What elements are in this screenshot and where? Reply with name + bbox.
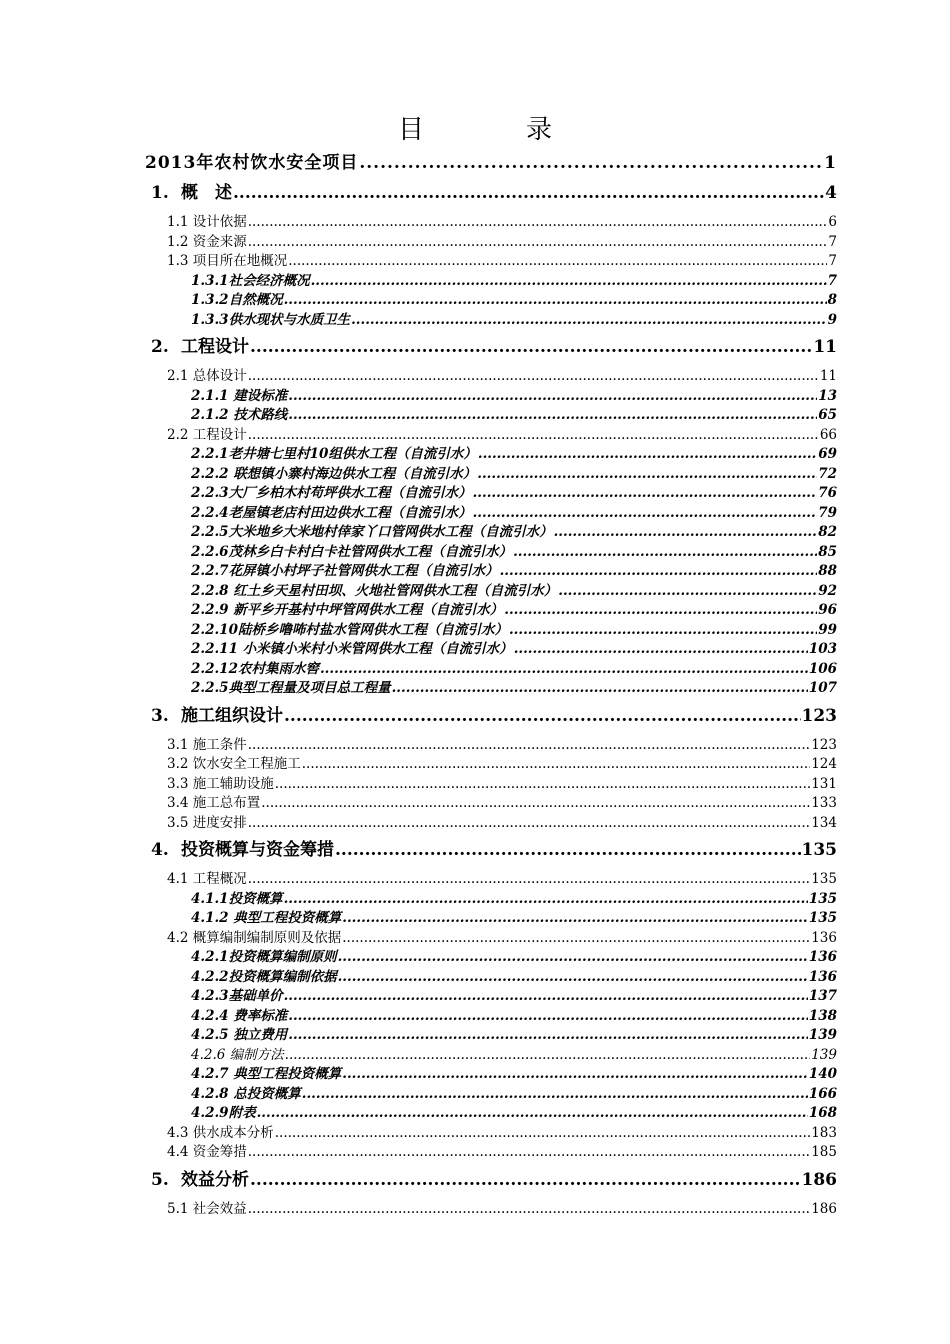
toc-dot-leader xyxy=(284,699,801,733)
toc-page-number: 65 xyxy=(818,407,837,423)
toc-entry[interactable] xyxy=(191,909,837,929)
toc-entry[interactable] xyxy=(151,330,837,364)
toc-entry-text: 2.2.5大米地乡大米地村倖家丫口管网供水工程（自流引水） xyxy=(191,524,553,540)
toc-entry-text: 2.2.5典型工程量及项目总工程量 xyxy=(191,680,391,696)
toc-page-number: 123 xyxy=(811,736,837,753)
toc-dot-leader xyxy=(288,1007,808,1027)
toc-entry-title xyxy=(191,406,288,426)
toc-dot-leader xyxy=(513,543,817,563)
toc-page-number: 76 xyxy=(818,485,837,501)
toc-entry-text: 2.2.9 新平乡开基村中坪管网供水工程（自流引水） xyxy=(191,602,504,618)
toc-page-number: 92 xyxy=(818,582,837,599)
toc-entry-title xyxy=(151,1163,250,1197)
toc-entry-title xyxy=(167,213,248,233)
toc-entry-text: 4.2.4 费率标准 xyxy=(191,1007,288,1024)
toc-entry[interactable] xyxy=(191,621,837,641)
toc-dot-leader xyxy=(248,426,819,446)
toc-entry-title xyxy=(167,814,248,834)
toc-page-number: 136 xyxy=(808,968,837,985)
toc-entry-text: 2.2.8 红土乡天星村田坝、火地社管网供水工程（自流引水） xyxy=(191,582,558,599)
toc-dot-leader xyxy=(275,1124,810,1144)
toc-dot-leader xyxy=(248,213,828,233)
toc-dot-leader xyxy=(284,890,808,910)
toc-entry-text: 1.3.2自然概况 xyxy=(191,292,283,308)
toc-entry-text: 2.1 总体设计 xyxy=(167,368,247,384)
toc-page-number: 107 xyxy=(808,680,837,696)
toc-page-number: 1 xyxy=(824,153,837,173)
toc-entry-number: 3. xyxy=(151,705,169,726)
toc-entry-text: 2.2 工程设计 xyxy=(167,426,247,443)
toc-entry-text: 4.3 供水成本分析 xyxy=(167,1124,274,1141)
toc-entry[interactable] xyxy=(191,387,837,407)
toc-entry-title xyxy=(167,755,302,775)
toc-dot-leader xyxy=(558,582,817,602)
toc-entry-title xyxy=(191,543,513,563)
toc-dot-leader xyxy=(554,523,818,543)
toc-entry-title xyxy=(191,968,338,988)
toc-page-number: 137 xyxy=(808,988,837,1004)
toc-entry-text: 4.2.5 独立费用 xyxy=(191,1027,288,1043)
toc-entry[interactable] xyxy=(191,1065,837,1085)
toc-page-number: 11 xyxy=(813,337,837,357)
toc-entry[interactable] xyxy=(191,291,837,311)
toc-entry-title xyxy=(191,640,514,660)
toc-entry[interactable] xyxy=(167,929,837,949)
toc-page-number: 7 xyxy=(828,233,837,250)
toc-page-number: 99 xyxy=(818,621,837,638)
toc-entry-text: 2013年农村饮水安全项目 xyxy=(145,153,359,173)
toc-entry-text: 投资概算与资金筹措 xyxy=(181,840,334,860)
toc-entry-text: 4.4 资金筹措 xyxy=(167,1144,247,1160)
toc-entry-text: 3.2 饮水安全工程施工 xyxy=(167,756,301,772)
toc-entry-title xyxy=(191,523,554,543)
toc-page-number: 6 xyxy=(828,214,837,230)
toc-entry-title xyxy=(191,621,509,641)
toc-page-number: 135 xyxy=(808,890,837,907)
toc-dot-leader xyxy=(342,929,810,949)
toc-entry-title xyxy=(167,252,288,272)
toc-entry[interactable] xyxy=(191,562,837,582)
toc-page-number: 79 xyxy=(818,504,837,521)
toc-page-number: 88 xyxy=(818,563,837,579)
toc-page-number: 186 xyxy=(811,1200,837,1217)
toc-entry-text: 2.2.7花屏镇小村坪子社管网供水工程（自流引水） xyxy=(191,563,499,579)
toc-entry-text: 1.3.1社会经济概况 xyxy=(191,272,310,289)
toc-entry[interactable] xyxy=(191,660,837,680)
toc-page-number: 8 xyxy=(827,292,837,308)
toc-page-number: 186 xyxy=(801,1169,837,1190)
toc-dot-leader xyxy=(338,948,808,968)
toc-entry-text: 4.2 概算编制编制原则及依据 xyxy=(167,929,342,946)
toc-entry-title xyxy=(167,775,275,795)
toc-page-number: 7 xyxy=(827,272,837,289)
toc-page-number: 4 xyxy=(825,183,837,203)
toc-dot-leader xyxy=(288,252,827,272)
toc-entry-title xyxy=(191,948,338,968)
toc-entry-title xyxy=(191,582,558,602)
toc-dot-leader xyxy=(311,272,827,292)
toc-entry[interactable] xyxy=(167,1200,837,1220)
toc-entry[interactable] xyxy=(191,948,837,968)
toc-entry[interactable] xyxy=(191,1046,837,1066)
toc-page-number: 138 xyxy=(808,1007,837,1024)
toc-entry[interactable] xyxy=(167,1124,837,1144)
toc-page-number: 85 xyxy=(818,543,837,560)
toc-entry-title xyxy=(151,699,284,733)
toc-page-number: 72 xyxy=(818,465,837,482)
toc-entry[interactable] xyxy=(167,233,837,253)
toc-dot-leader xyxy=(473,504,818,524)
toc-entry-title xyxy=(167,233,248,253)
toc-entry-title xyxy=(191,465,477,485)
toc-entry[interactable] xyxy=(191,1085,837,1105)
toc-entry-text: 2.2.6茂林乡白卡村白卡社管网供水工程（自流引水） xyxy=(191,543,513,560)
toc-entry-title xyxy=(191,387,288,407)
toc-dot-leader xyxy=(288,406,817,426)
toc-entry-title xyxy=(151,833,335,867)
toc-page-number: 134 xyxy=(811,814,837,831)
toc-entry-title xyxy=(167,929,342,949)
toc-dot-leader xyxy=(359,150,823,176)
toc-entry[interactable] xyxy=(191,272,837,292)
toc-entry[interactable] xyxy=(151,1163,837,1197)
toc-entry-text: 2.1.1 建设标准 xyxy=(191,387,288,404)
toc-page-number: 136 xyxy=(808,949,837,965)
toc-entry-text: 工程设计 xyxy=(181,337,249,357)
toc-page-number: 135 xyxy=(801,840,837,860)
toc-page-number: 183 xyxy=(811,1124,837,1141)
toc-dot-leader xyxy=(248,233,828,253)
toc-page-number: 11 xyxy=(819,368,837,384)
toc-page-number: 124 xyxy=(811,756,837,772)
toc-entry-text: 2.2.11 小米镇小米村小米管网供水工程（自流引水） xyxy=(191,641,513,657)
toc-entry-title xyxy=(167,794,261,814)
toc-entry[interactable] xyxy=(191,406,837,426)
toc-page-number: 135 xyxy=(808,910,837,926)
toc-entry-text: 2.2.1老井塘七里村10组供水工程（自流引水） xyxy=(191,446,477,462)
toc-entry-text: 2.1.2 技术路线 xyxy=(191,407,288,423)
toc-dot-leader xyxy=(478,445,817,465)
toc-entry-text: 概 述 xyxy=(181,183,232,203)
toc-entry[interactable] xyxy=(191,968,837,988)
toc-entry[interactable] xyxy=(191,582,837,602)
toc-page-number: 9 xyxy=(827,311,837,328)
toc-dot-leader xyxy=(392,679,808,699)
toc-entry-title xyxy=(167,1143,248,1163)
toc-entry[interactable] xyxy=(191,311,837,331)
toc-entry[interactable] xyxy=(191,465,837,485)
toc-entry-title xyxy=(167,870,248,890)
toc-entry-text: 1.3 项目所在地概况 xyxy=(167,253,288,269)
toc-entry-text: 1.3.3供水现状与水质卫生 xyxy=(191,311,351,328)
toc-page-number: 82 xyxy=(818,524,837,540)
toc-entry[interactable] xyxy=(191,679,837,699)
toc-entry-title xyxy=(191,890,284,910)
toc-dot-leader xyxy=(500,562,818,582)
toc-dot-leader xyxy=(248,1200,810,1220)
toc-entry-title xyxy=(191,987,284,1007)
toc-entry[interactable] xyxy=(167,870,837,890)
toc-entry[interactable] xyxy=(167,794,837,814)
toc-page-number: 166 xyxy=(808,1085,837,1102)
toc-page-number: 140 xyxy=(808,1066,837,1082)
toc-entry-title xyxy=(191,1026,288,1046)
toc-entry-title xyxy=(191,601,504,621)
toc-dot-leader xyxy=(233,176,824,210)
toc-entry-text: 4.2.8 总投资概算 xyxy=(191,1085,301,1102)
toc-dot-leader xyxy=(288,1026,808,1046)
table-of-contents xyxy=(0,150,950,1219)
toc-entry-text: 4.2.9附表 xyxy=(191,1105,256,1121)
toc-entry-title xyxy=(191,1104,257,1124)
toc-entry[interactable] xyxy=(151,176,837,210)
toc-entry-text: 2.2.3大厂乡柏木村苟坪供水工程（自流引水） xyxy=(191,485,472,501)
toc-page-number: 13 xyxy=(818,387,837,404)
toc-page-number: 7 xyxy=(828,253,837,269)
toc-entry[interactable] xyxy=(167,252,837,272)
toc-entry-text: 4.2.2投资概算编制依据 xyxy=(191,968,337,985)
toc-entry-title xyxy=(191,562,500,582)
toc-dot-leader xyxy=(250,330,812,364)
toc-entry-text: 4.1.2 典型工程投资概算 xyxy=(191,910,342,926)
toc-dot-leader xyxy=(302,755,810,775)
toc-entry-text: 4.2.3基础单价 xyxy=(191,988,283,1004)
toc-page-number: 135 xyxy=(811,871,837,887)
toc-page-number: 69 xyxy=(818,446,837,462)
toc-page-number: 139 xyxy=(808,1027,837,1043)
toc-entry-title xyxy=(191,291,284,311)
toc-entry-text: 效益分析 xyxy=(181,1169,249,1190)
toc-dot-leader xyxy=(285,1046,811,1066)
toc-title: 目 录 xyxy=(397,115,590,145)
toc-entry-title xyxy=(191,272,311,292)
toc-entry-text: 3.3 施工辅助设施 xyxy=(167,775,274,792)
toc-entry[interactable] xyxy=(191,543,837,563)
toc-entry-title xyxy=(167,426,248,446)
toc-dot-leader xyxy=(335,833,801,867)
toc-dot-leader xyxy=(257,1104,808,1124)
toc-page-number: 106 xyxy=(808,660,837,677)
toc-entry-text: 4.2.7 典型工程投资概算 xyxy=(191,1066,342,1082)
toc-dot-leader xyxy=(275,775,810,795)
toc-entry[interactable] xyxy=(167,736,837,756)
toc-entry[interactable] xyxy=(167,1143,837,1163)
toc-entry[interactable] xyxy=(191,523,837,543)
toc-entry-text: 4.2.6 编制方法 xyxy=(191,1046,284,1063)
toc-dot-leader xyxy=(504,601,817,621)
toc-entry-title xyxy=(191,1007,288,1027)
toc-dot-leader xyxy=(320,660,808,680)
toc-entry-text: 1.1 设计依据 xyxy=(167,214,247,230)
toc-entry-title xyxy=(191,1065,342,1085)
toc-dot-leader xyxy=(248,736,810,756)
toc-entry-title xyxy=(151,176,233,210)
toc-page-number: 139 xyxy=(811,1046,837,1063)
toc-page-number: 136 xyxy=(811,929,837,946)
toc-entry-title xyxy=(145,150,359,176)
toc-dot-leader xyxy=(342,909,808,929)
toc-entry[interactable] xyxy=(191,640,837,660)
toc-page-number: 123 xyxy=(801,705,837,726)
toc-entry[interactable] xyxy=(167,755,837,775)
toc-entry-number: 1. xyxy=(151,183,169,203)
toc-dot-leader xyxy=(473,484,818,504)
toc-entry[interactable] xyxy=(191,890,837,910)
toc-dot-leader xyxy=(288,387,817,407)
toc-entry-text: 1.2 资金来源 xyxy=(167,233,247,250)
toc-entry-title xyxy=(167,1124,275,1144)
toc-dot-leader xyxy=(248,814,810,834)
toc-entry-title xyxy=(191,1085,302,1105)
toc-dot-leader xyxy=(338,968,808,988)
toc-entry-text: 施工组织设计 xyxy=(181,705,283,726)
toc-dot-leader xyxy=(284,291,827,311)
toc-entry-title xyxy=(191,484,473,504)
toc-entry-text: 2.2.4老屋镇老店村田边供水工程（自流引水） xyxy=(191,504,472,521)
toc-dot-leader xyxy=(514,640,808,660)
toc-entry[interactable] xyxy=(151,699,837,733)
toc-entry-text: 4.1.1投资概算 xyxy=(191,890,283,907)
toc-entry-title xyxy=(167,1200,248,1220)
toc-dot-leader xyxy=(248,870,810,890)
toc-entry[interactable] xyxy=(145,150,837,176)
toc-entry-text: 2.2.10陆桥乡噜咘村盐水管网供水工程（自流引水） xyxy=(191,621,508,638)
toc-entry[interactable] xyxy=(167,426,837,446)
toc-entry-title xyxy=(191,1046,285,1066)
toc-entry-text: 3.5 进度安排 xyxy=(167,814,247,831)
toc-dot-leader xyxy=(261,794,810,814)
toc-page-number: 131 xyxy=(811,775,837,792)
toc-dot-leader xyxy=(284,987,808,1007)
toc-entry-title xyxy=(191,660,320,680)
toc-page-number: 133 xyxy=(811,795,837,811)
toc-dot-leader xyxy=(250,1163,801,1197)
toc-dot-leader xyxy=(351,311,827,331)
toc-page-number: 96 xyxy=(818,602,837,618)
toc-entry[interactable] xyxy=(191,504,837,524)
toc-entry-text: 3.1 施工条件 xyxy=(167,736,247,753)
toc-page-number: 168 xyxy=(808,1105,837,1121)
toc-entry-title xyxy=(191,311,351,331)
toc-entry[interactable] xyxy=(167,775,837,795)
toc-page-number: 66 xyxy=(819,426,837,443)
toc-entry-title xyxy=(191,679,392,699)
toc-dot-leader xyxy=(509,621,817,641)
toc-entry-text: 2.2.12农村集雨水窖 xyxy=(191,660,319,677)
toc-entry[interactable] xyxy=(191,1026,837,1046)
toc-entry-text: 2.2.2 联想镇小寨村海边供水工程（自流引水） xyxy=(191,465,477,482)
toc-entry-title xyxy=(191,504,473,524)
toc-entry[interactable] xyxy=(191,601,837,621)
toc-entry[interactable] xyxy=(191,484,837,504)
toc-entry-title xyxy=(167,736,248,756)
toc-entry-text: 5.1 社会效益 xyxy=(167,1200,247,1217)
toc-dot-leader xyxy=(302,1085,808,1105)
toc-entry-text: 3.4 施工总布置 xyxy=(167,795,261,811)
toc-page-number: 103 xyxy=(808,641,837,657)
toc-entry[interactable] xyxy=(191,445,837,465)
toc-entry-text: 4.1 工程概况 xyxy=(167,871,247,887)
toc-entry[interactable] xyxy=(191,1104,837,1124)
toc-page-number: 185 xyxy=(811,1144,837,1160)
toc-entry[interactable] xyxy=(191,987,837,1007)
toc-entry-title xyxy=(167,367,248,387)
toc-entry[interactable] xyxy=(167,814,837,834)
toc-dot-leader xyxy=(248,367,819,387)
toc-entry[interactable] xyxy=(151,833,837,867)
toc-entry-title xyxy=(191,909,342,929)
toc-entry-title xyxy=(191,445,478,465)
toc-entry-number: 5. xyxy=(151,1169,169,1190)
toc-dot-leader xyxy=(477,465,817,485)
toc-entry[interactable] xyxy=(167,213,837,233)
toc-entry-text: 4.2.1投资概算编制原则 xyxy=(191,949,337,965)
toc-dot-leader xyxy=(248,1143,810,1163)
toc-entry-title xyxy=(151,330,250,364)
toc-dot-leader xyxy=(342,1065,808,1085)
toc-entry-number: 2. xyxy=(151,337,169,357)
toc-entry[interactable] xyxy=(191,1007,837,1027)
toc-entry[interactable] xyxy=(167,367,837,387)
toc-entry-number: 4. xyxy=(151,840,169,860)
